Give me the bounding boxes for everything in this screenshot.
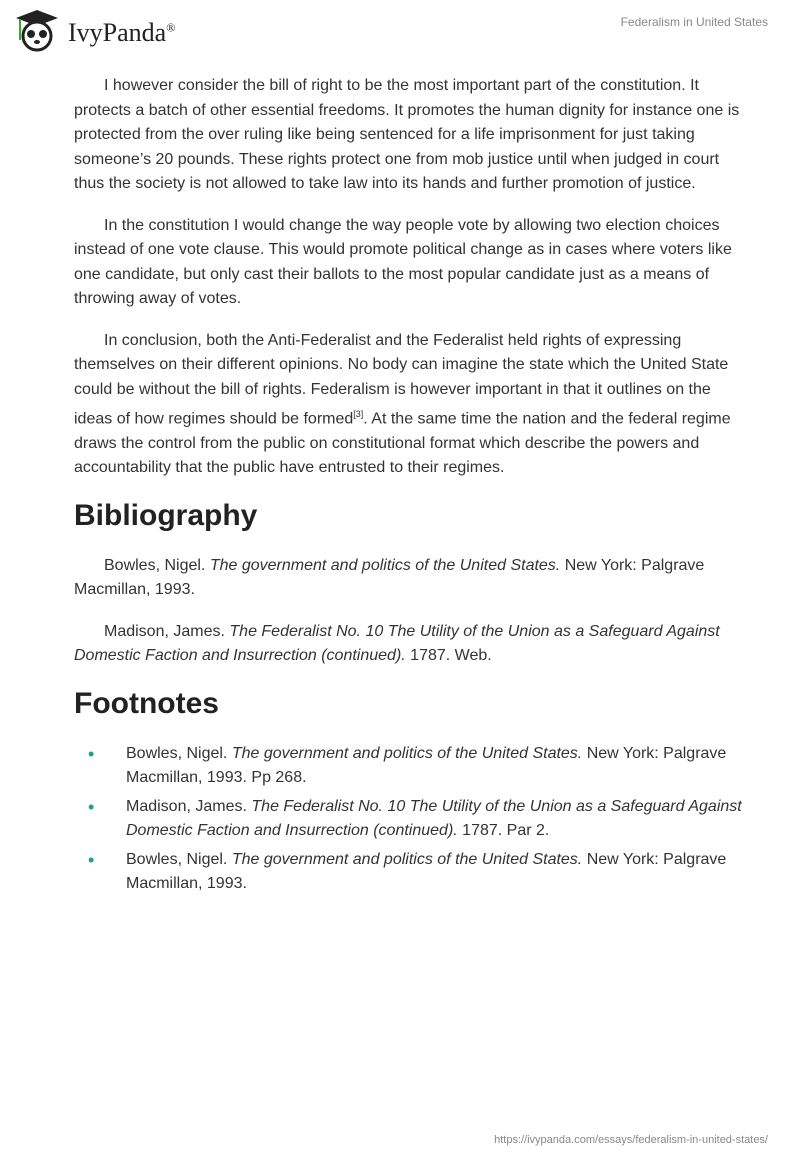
logo[interactable]	[12, 8, 175, 52]
footnotes-list	[74, 742, 744, 897]
header	[0, 0, 800, 60]
text: In conclusion, both the Anti-Federalist and the Federalist held rights of expressing themselves on their different opinions. No body can imagine the state which the United State could be without the bill of rights. Federalism is however important in that it outlines on the ideas of how regimes should be formed	[74, 331, 729, 428]
paragraph: In the constitution I would change the way people vote by allowing two election choices instead of one vote clause. This would promote political change as in cases where voters like one candidate, but only cast their ballots to the most popular candidate just as a means of throwing away of votes.	[74, 216, 732, 307]
details: New York: Palgrave Macmillan, 1993. Pp 268.	[126, 744, 727, 787]
title: The Federalist No. 10 The Utility of the Union as a Safeguard Against Domestic Faction and Insurrection (continued).	[74, 622, 720, 665]
document-title: Federalism in United States	[620, 15, 768, 29]
footnotes-heading: Footnotes	[74, 686, 219, 720]
brand-name	[68, 18, 175, 48]
bullet-icon: •	[88, 796, 95, 817]
author: Madison, James.	[126, 797, 252, 815]
bibliography-entry	[74, 554, 744, 603]
author: Bowles, Nigel.	[104, 556, 210, 574]
footnote-item	[74, 742, 744, 791]
registered-mark: ®	[166, 20, 176, 35]
panda-logo-icon	[12, 8, 62, 52]
conclusion-paragraph	[74, 329, 744, 481]
author: Bowles, Nigel.	[126, 850, 232, 868]
title: The Federalist No. 10 The Utility of the Union as a Safeguard Against Domestic Faction and Insurrection (continued).	[126, 797, 742, 840]
bibliography-heading: Bibliography	[74, 498, 258, 532]
details: 1787. Web.	[405, 647, 492, 665]
footnote-item	[74, 848, 744, 897]
title: The government and politics of the United States.	[231, 850, 583, 868]
footnote-item	[74, 795, 744, 844]
details: 1787. Par 2.	[457, 822, 550, 840]
author: Bowles, Nigel.	[126, 744, 232, 762]
page-url[interactable]: https://ivypanda.com/essays/federalism-in-united-states/	[494, 1134, 768, 1146]
bibliography-entry	[74, 620, 744, 669]
brand-text: IvyPanda	[68, 18, 167, 47]
author: Madison, James.	[104, 622, 230, 640]
bullet-icon: •	[88, 849, 95, 870]
bullet-icon: •	[88, 743, 95, 764]
article-content	[74, 74, 744, 901]
details: New York: Palgrave Macmillan, 1993.	[126, 850, 727, 893]
title: The government and politics of the United States.	[231, 744, 583, 762]
footnote-ref[interactable]: [3]	[353, 409, 364, 419]
details: New York: Palgrave Macmillan, 1993.	[74, 556, 705, 599]
title: The government and politics of the United States.	[209, 556, 561, 574]
text: . At the same time the nation and the federal regime draws the control from the public on constitutional format which describe the powers and accountability that the public have entrusted to their regimes.	[74, 410, 731, 477]
paragraph: I however consider the bill of right to be the most important part of the constitution. It protects a batch of other essential freedoms. It promotes the human dignity for instance one is protected from the over ruling like being sentenced for a life imprisonment for just taking someone’s 20 pounds. These rights protect one from mob justice until when judged in court thus the society is not allowed to take law into its hands and further promotion of justice.	[74, 77, 740, 192]
